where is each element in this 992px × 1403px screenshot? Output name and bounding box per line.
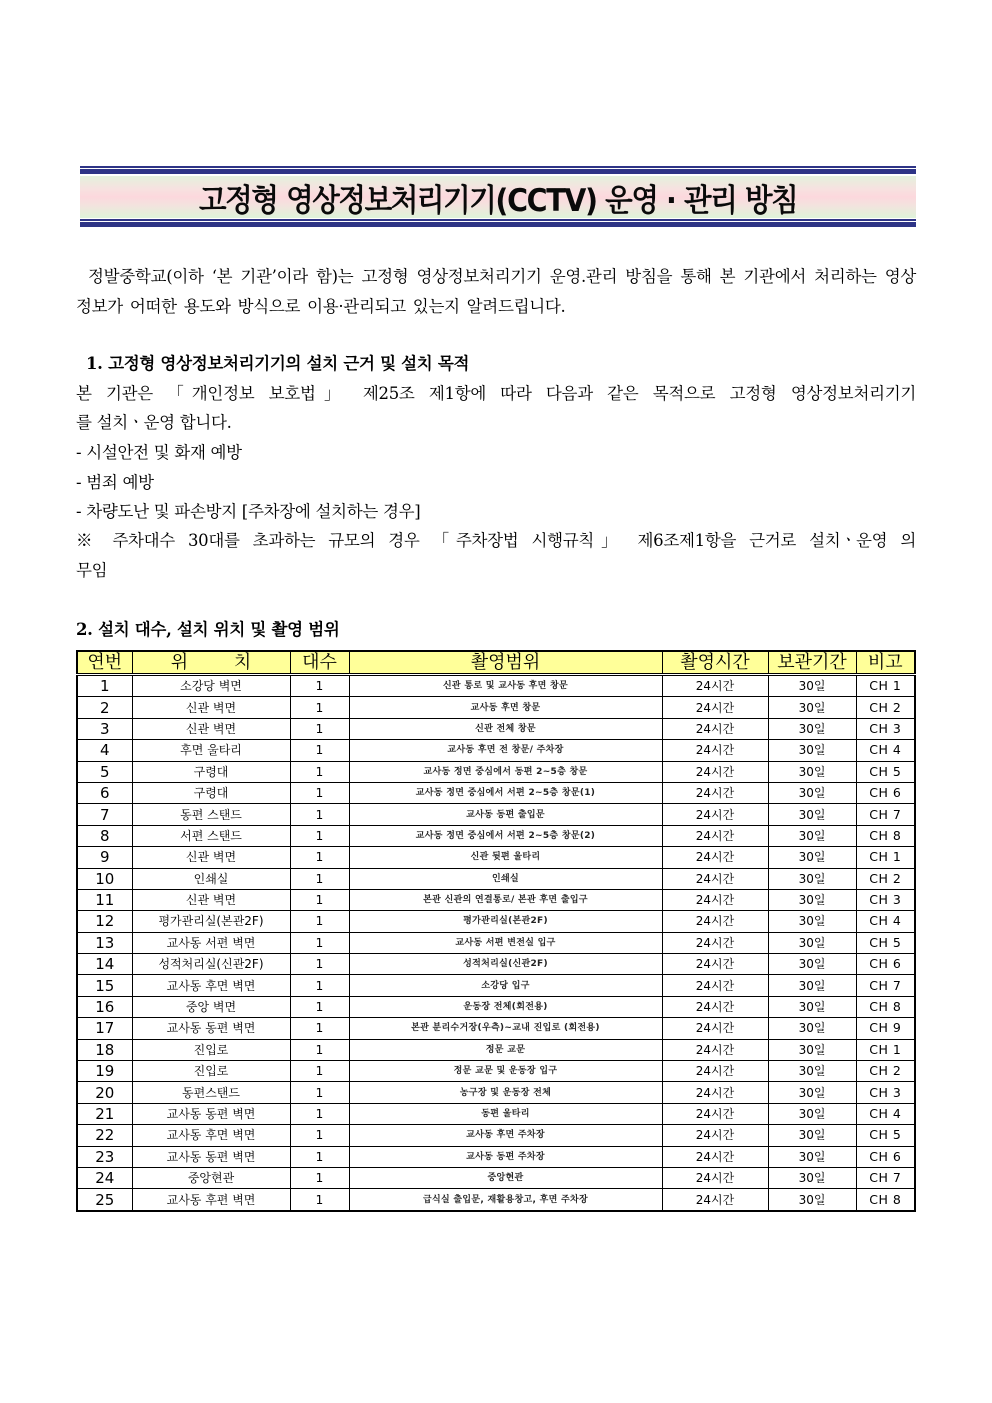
table-row [77,1103,915,1124]
retention-period-cell: 30일 [768,1082,856,1103]
recording-hours-cell: 24시간 [662,1018,768,1039]
banner-band [80,176,916,218]
count-cell: 1 [290,1146,349,1167]
serial-no-cell: 16 [77,996,132,1017]
coverage-range-cell: 교사동 동편 주차장 [349,1146,662,1167]
coverage-range-cell: 정문 교문 [349,1039,662,1060]
remarks-cell: CH 8 [856,1189,915,1211]
recording-hours-cell: 24시간 [662,932,768,953]
remarks-cell: CH 2 [856,1061,915,1082]
coverage-range-cell: 신관 전체 창문 [349,718,662,739]
table-row [77,932,915,953]
serial-no-cell: 6 [77,782,132,803]
count-cell: 1 [290,1167,349,1188]
location-cell: 신관 벽면 [132,697,290,718]
remarks-cell: CH 5 [856,761,915,782]
section-1-heading: 1. 고정형 영상정보처리기기의 설치 근거 및 설치 목적 [86,354,470,373]
remarks-cell: CH 6 [856,1146,915,1167]
remarks-cell: CH 3 [856,718,915,739]
recording-hours-cell: 24시간 [662,1167,768,1188]
remarks-cell: CH 3 [856,1082,915,1103]
recording-hours-cell: 24시간 [662,911,768,932]
serial-no-cell: 14 [77,954,132,975]
count-cell: 1 [290,847,349,868]
table-row [77,1189,915,1211]
table-row [77,675,915,697]
location-cell: 신관 벽면 [132,847,290,868]
serial-no-cell: 1 [77,675,132,697]
retention-period-cell: 30일 [768,1189,856,1211]
count-cell: 1 [290,868,349,889]
table-body [77,675,915,1211]
retention-period-cell: 30일 [768,697,856,718]
recording-hours-cell: 24시간 [662,847,768,868]
table-header-row [77,651,915,675]
retention-period-cell: 30일 [768,761,856,782]
header-coverage-range: 촬영범위 [349,651,662,675]
remarks-cell: CH 5 [856,932,915,953]
serial-no-cell: 5 [77,761,132,782]
coverage-range-cell: 인쇄실 [349,868,662,889]
table-row [77,740,915,761]
retention-period-cell: 30일 [768,1167,856,1188]
header-recording-hours: 촬영시간 [662,651,768,675]
count-cell: 1 [290,889,349,910]
recording-hours-cell: 24시간 [662,996,768,1017]
count-cell: 1 [290,782,349,803]
location-cell: 교사동 후면 벽면 [132,1125,290,1146]
remarks-cell: CH 7 [856,975,915,996]
recording-hours-cell: 24시간 [662,761,768,782]
coverage-range-cell: 신관 뒷편 울타리 [349,847,662,868]
table-row [77,911,915,932]
remarks-cell: CH 8 [856,996,915,1017]
retention-period-cell: 30일 [768,675,856,697]
retention-period-cell: 30일 [768,804,856,825]
coverage-range-cell: 교사동 후면 전 창문/ 주차장 [349,740,662,761]
table-row [77,847,915,868]
remarks-cell: CH 7 [856,804,915,825]
intro-paragraph: 정발중학교(이하 ‘본 기관’이라 함)는 고정형 영상정보처리기기 운영.관리 방침을 통해 본 기관에서 처리하는 영상정보가 어떠한 용도와 방식으로 이용·관리되고 있는지 알려드립니다. [76,267,916,316]
serial-no-cell: 12 [77,911,132,932]
header-count: 대수 [290,651,349,675]
recording-hours-cell: 24시간 [662,954,768,975]
coverage-range-cell: 농구장 및 운동장 전체 [349,1082,662,1103]
coverage-range-cell: 교사동 정면 중심에서 동편 2~5층 창문 [349,761,662,782]
location-cell: 교사동 서편 벽면 [132,932,290,953]
retention-period-cell: 30일 [768,847,856,868]
header-remarks: 비고 [856,651,915,675]
recording-hours-cell: 24시간 [662,1103,768,1124]
coverage-range-cell: 소강당 입구 [349,975,662,996]
banner-bottom-thin-rule [80,219,916,221]
count-cell: 1 [290,1018,349,1039]
serial-no-cell: 7 [77,804,132,825]
count-cell: 1 [290,1125,349,1146]
location-cell: 소강당 벽면 [132,675,290,697]
retention-period-cell: 30일 [768,868,856,889]
serial-no-cell: 15 [77,975,132,996]
count-cell: 1 [290,954,349,975]
coverage-range-cell: 동편 울타리 [349,1103,662,1124]
count-cell: 1 [290,697,349,718]
count-cell: 1 [290,825,349,846]
header-location: 위 치 [132,651,290,675]
count-cell: 1 [290,804,349,825]
table-row [77,1146,915,1167]
location-cell: 성적처리실(신관2F) [132,954,290,975]
recording-hours-cell: 24시간 [662,1061,768,1082]
banner-top-thin-rule [80,166,916,168]
coverage-range-cell: 정문 교문 및 운동장 입구 [349,1061,662,1082]
remarks-cell: CH 7 [856,1167,915,1188]
serial-no-cell: 8 [77,825,132,846]
coverage-range-cell: 운동장 전체(회전용) [349,996,662,1017]
recording-hours-cell: 24시간 [662,697,768,718]
section-2-heading: 2. 설치 대수, 설치 위치 및 촬영 범위 [76,620,340,639]
serial-no-cell: 9 [77,847,132,868]
table-row [77,1125,915,1146]
recording-hours-cell: 24시간 [662,1039,768,1060]
banner-bottom-thick-rule [80,222,916,227]
table-row [77,1167,915,1188]
coverage-range-cell: 교사동 정면 중심에서 서편 2~5층 창문(1) [349,782,662,803]
remarks-cell: CH 6 [856,954,915,975]
remarks-cell: CH 4 [856,1103,915,1124]
coverage-range-cell: 평가관리실(본관2F) [349,911,662,932]
table-row [77,996,915,1017]
location-cell: 구령대 [132,782,290,803]
location-cell: 신관 벽면 [132,718,290,739]
remarks-cell: CH 1 [856,847,915,868]
table-row [77,804,915,825]
retention-period-cell: 30일 [768,1018,856,1039]
retention-period-cell: 30일 [768,996,856,1017]
table-row [77,825,915,846]
location-cell: 동편스탠드 [132,1082,290,1103]
retention-period-cell: 30일 [768,954,856,975]
count-cell: 1 [290,675,349,697]
serial-no-cell: 3 [77,718,132,739]
section-1-line-1: 본 기관은 「개인정보 보호법」 제25조 제1항에 따라 다음과 같은 목적으로 고정형 영상정보처리기기 [76,384,916,403]
count-cell: 1 [290,996,349,1017]
location-cell: 서편 스탠드 [132,825,290,846]
coverage-range-cell: 교사동 동편 출입문 [349,804,662,825]
retention-period-cell: 30일 [768,782,856,803]
serial-no-cell: 18 [77,1039,132,1060]
serial-no-cell: 25 [77,1189,132,1211]
count-cell: 1 [290,1103,349,1124]
table-row [77,889,915,910]
remarks-cell: CH 6 [856,782,915,803]
parking-note-line-2: 무임 [76,561,108,580]
location-cell: 교사동 동편 벽면 [132,1018,290,1039]
table-row [77,868,915,889]
location-cell: 진입로 [132,1039,290,1060]
cctv-installation-table [76,650,916,1212]
recording-hours-cell: 24시간 [662,1082,768,1103]
remarks-cell: CH 9 [856,1018,915,1039]
count-cell: 1 [290,975,349,996]
location-cell: 진입로 [132,1061,290,1082]
table-row [77,975,915,996]
serial-no-cell: 19 [77,1061,132,1082]
remarks-cell: CH 5 [856,1125,915,1146]
serial-no-cell: 13 [77,932,132,953]
remarks-cell: CH 1 [856,675,915,697]
recording-hours-cell: 24시간 [662,825,768,846]
location-cell: 교사동 동편 벽면 [132,1103,290,1124]
location-cell: 교사동 후면 벽면 [132,975,290,996]
section-1-line-2: 를 설치ㆍ운영 합니다. [76,413,232,432]
location-cell: 교사동 동편 벽면 [132,1146,290,1167]
coverage-range-cell: 교사동 후면 창문 [349,697,662,718]
location-cell: 중앙 벽면 [132,996,290,1017]
count-cell: 1 [290,911,349,932]
recording-hours-cell: 24시간 [662,804,768,825]
remarks-cell: CH 3 [856,889,915,910]
remarks-cell: CH 8 [856,825,915,846]
table-row [77,1061,915,1082]
parking-note-line-1: ※ 주차대수 30대를 초과하는 규모의 경우 「주차장법 시행규칙」 제6조제1항을 근거로 설치ㆍ운영 의 [76,531,916,550]
coverage-range-cell: 교사동 정면 중심에서 서편 2~5층 창문(2) [349,825,662,846]
count-cell: 1 [290,718,349,739]
location-cell: 신관 벽면 [132,889,290,910]
count-cell: 1 [290,932,349,953]
serial-no-cell: 21 [77,1103,132,1124]
recording-hours-cell: 24시간 [662,889,768,910]
coverage-range-cell: 교사동 서편 변전실 입구 [349,932,662,953]
table-row [77,1018,915,1039]
count-cell: 1 [290,1061,349,1082]
retention-period-cell: 30일 [768,932,856,953]
location-cell: 중앙현관 [132,1167,290,1188]
purpose-item: - 차량도난 및 파손방지 [주차장에 설치하는 경우] [76,502,421,521]
serial-no-cell: 22 [77,1125,132,1146]
title-banner [80,166,916,228]
coverage-range-cell: 성적처리실(신관2F) [349,954,662,975]
recording-hours-cell: 24시간 [662,782,768,803]
serial-no-cell: 10 [77,868,132,889]
serial-no-cell: 20 [77,1082,132,1103]
location-cell: 동편 스탠드 [132,804,290,825]
table-row [77,1082,915,1103]
recording-hours-cell: 24시간 [662,718,768,739]
serial-no-cell: 11 [77,889,132,910]
recording-hours-cell: 24시간 [662,1146,768,1167]
header-serial-no: 연번 [77,651,132,675]
serial-no-cell: 24 [77,1167,132,1188]
banner-top-thick-rule [80,169,916,174]
remarks-cell: CH 2 [856,697,915,718]
count-cell: 1 [290,1039,349,1060]
count-cell: 1 [290,761,349,782]
coverage-range-cell: 신관 통로 및 교사동 후면 창문 [349,675,662,697]
table-row [77,954,915,975]
retention-period-cell: 30일 [768,889,856,910]
header-retention-period: 보관기간 [768,651,856,675]
recording-hours-cell: 24시간 [662,675,768,697]
recording-hours-cell: 24시간 [662,1125,768,1146]
remarks-cell: CH 4 [856,740,915,761]
location-cell: 평가관리실(본관2F) [132,911,290,932]
retention-period-cell: 30일 [768,911,856,932]
table-row [77,718,915,739]
purpose-item: - 범죄 예방 [76,473,154,492]
location-cell: 인쇄실 [132,868,290,889]
count-cell: 1 [290,1082,349,1103]
retention-period-cell: 30일 [768,825,856,846]
recording-hours-cell: 24시간 [662,868,768,889]
location-cell: 구령대 [132,761,290,782]
location-cell: 교사동 후편 벽면 [132,1189,290,1211]
retention-period-cell: 30일 [768,1125,856,1146]
retention-period-cell: 30일 [768,740,856,761]
recording-hours-cell: 24시간 [662,740,768,761]
retention-period-cell: 30일 [768,1039,856,1060]
retention-period-cell: 30일 [768,718,856,739]
location-cell: 후면 울타리 [132,740,290,761]
retention-period-cell: 30일 [768,1146,856,1167]
table-row [77,697,915,718]
coverage-range-cell: 본관 분리수거장(우측)~교내 진입로 (회전용) [349,1018,662,1039]
purpose-item: - 시설안전 및 화재 예방 [76,443,242,462]
coverage-range-cell: 교사동 후면 주차장 [349,1125,662,1146]
serial-no-cell: 2 [77,697,132,718]
serial-no-cell: 23 [77,1146,132,1167]
remarks-cell: CH 2 [856,868,915,889]
serial-no-cell: 4 [77,740,132,761]
retention-period-cell: 30일 [768,975,856,996]
recording-hours-cell: 24시간 [662,1189,768,1211]
table-row [77,782,915,803]
count-cell: 1 [290,740,349,761]
page-title: 고정형 영상정보처리기기(CCTV) 운영 · 관리 방침 [198,182,798,219]
table-row [77,1039,915,1060]
remarks-cell: CH 4 [856,911,915,932]
retention-period-cell: 30일 [768,1061,856,1082]
count-cell: 1 [290,1189,349,1211]
recording-hours-cell: 24시간 [662,975,768,996]
serial-no-cell: 17 [77,1018,132,1039]
remarks-cell: CH 1 [856,1039,915,1060]
table-row [77,761,915,782]
coverage-range-cell: 급식실 출입문, 재활용창고, 후면 주차장 [349,1189,662,1211]
coverage-range-cell: 본관 신관의 연결통로/ 본관 후면 출입구 [349,889,662,910]
coverage-range-cell: 중앙현관 [349,1167,662,1188]
retention-period-cell: 30일 [768,1103,856,1124]
